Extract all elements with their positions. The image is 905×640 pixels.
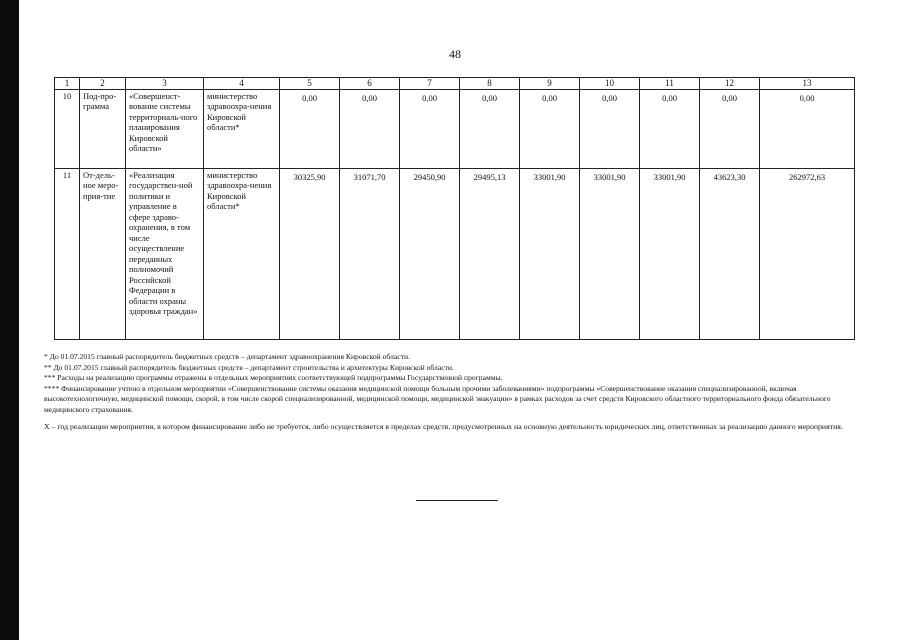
row-value: 0,00 — [700, 89, 760, 168]
row-number: 10 — [55, 89, 80, 168]
header-cell: 2 — [80, 78, 126, 90]
scan-left-edge — [0, 0, 19, 640]
header-cell: 4 — [204, 78, 280, 90]
x-note — [44, 422, 874, 433]
table-row — [55, 89, 855, 168]
row-value: 43623,30 — [700, 168, 760, 339]
x-note-text: X – год реализации мероприятия, в котором финансирование либо не требуется, либо осуществляется в пределах средств, предусмотренных на основную деятельность юридических лиц, ответственных за реализацию данного мероприятия. — [44, 422, 843, 431]
footnote: ** До 01.07.2015 главный распорядитель бюджетных средств – департамент строительства и архитектуры Кировской области. — [44, 362, 454, 372]
budget-table — [54, 77, 855, 340]
header-cell: 12 — [700, 78, 760, 90]
footnote: *** Расходы на реализацию программы отражены в отдельных мероприятиях соответствующей подпрограммы Государственной программы. — [44, 373, 503, 383]
row-value: 29450,90 — [400, 168, 460, 339]
table-header-row — [55, 78, 855, 90]
row-value: 30325,90 — [280, 168, 340, 339]
row-value: 0,00 — [640, 89, 700, 168]
footnote: **** Финансирование учтено в отдельном мероприятии «Совершенствование системы оказания медицинской помощи больным прочими заболеваниями» подпрограммы «Совершенствование оказания специализированной, включая высокотехнологичную, медицинской помощи, скорой, в том числе скорой специализированной, медицинской помощи, медицинской эвакуации» в рамках расходов за счет средств Кировского областного территориального фонда обязательного медицинского страхования. — [44, 383, 831, 414]
row-value: 33001,90 — [580, 168, 640, 339]
row-value: 31071,70 — [340, 168, 400, 339]
table-row — [55, 168, 855, 339]
footnote: * До 01.07.2015 главный распорядитель бюджетных средств – департамент здравоохранения Кировской области. — [44, 352, 410, 361]
header-cell: 3 — [126, 78, 204, 90]
header-cell: 7 — [400, 78, 460, 90]
header-cell: 6 — [340, 78, 400, 90]
row-name: «Реализация государствен-ной политики и управление в сфере здраво-охранения, в том числе осуществление переданных полномочий Российской Федерации в области охраны здоровья граждан» — [126, 168, 204, 339]
row-value: 0,00 — [400, 89, 460, 168]
header-cell: 10 — [580, 78, 640, 90]
row-value: 0,00 — [280, 89, 340, 168]
header-cell: 8 — [460, 78, 520, 90]
row-value: 0,00 — [460, 89, 520, 168]
row-value: 33001,90 — [520, 168, 580, 339]
row-value: 0,00 — [580, 89, 640, 168]
row-value: 0,00 — [340, 89, 400, 168]
header-cell: 1 — [55, 78, 80, 90]
row-value: 33001,90 — [640, 168, 700, 339]
header-cell: 5 — [280, 78, 340, 90]
header-cell: 9 — [520, 78, 580, 90]
row-executor: министерство здравоохра-нения Кировской области* — [204, 89, 280, 168]
footnotes — [44, 352, 864, 416]
row-value: 29495,13 — [460, 168, 520, 339]
row-value: 262972,63 — [760, 168, 855, 339]
closing-rule — [416, 500, 498, 501]
row-value: 0,00 — [520, 89, 580, 168]
row-number: 11 — [55, 168, 80, 339]
header-cell: 11 — [640, 78, 700, 90]
row-type: От-дель-ное меро-прия-тие — [80, 168, 126, 339]
row-type: Под-про-грамма — [80, 89, 126, 168]
row-executor: министерство здравоохра-нения Кировской области* — [204, 168, 280, 339]
page-number: 48 — [449, 47, 461, 61]
header-cell: 13 — [760, 78, 855, 90]
row-value: 0,00 — [760, 89, 855, 168]
row-name: «Совершенст-вование системы территориаль-ного планирования Кировской области» — [126, 89, 204, 168]
